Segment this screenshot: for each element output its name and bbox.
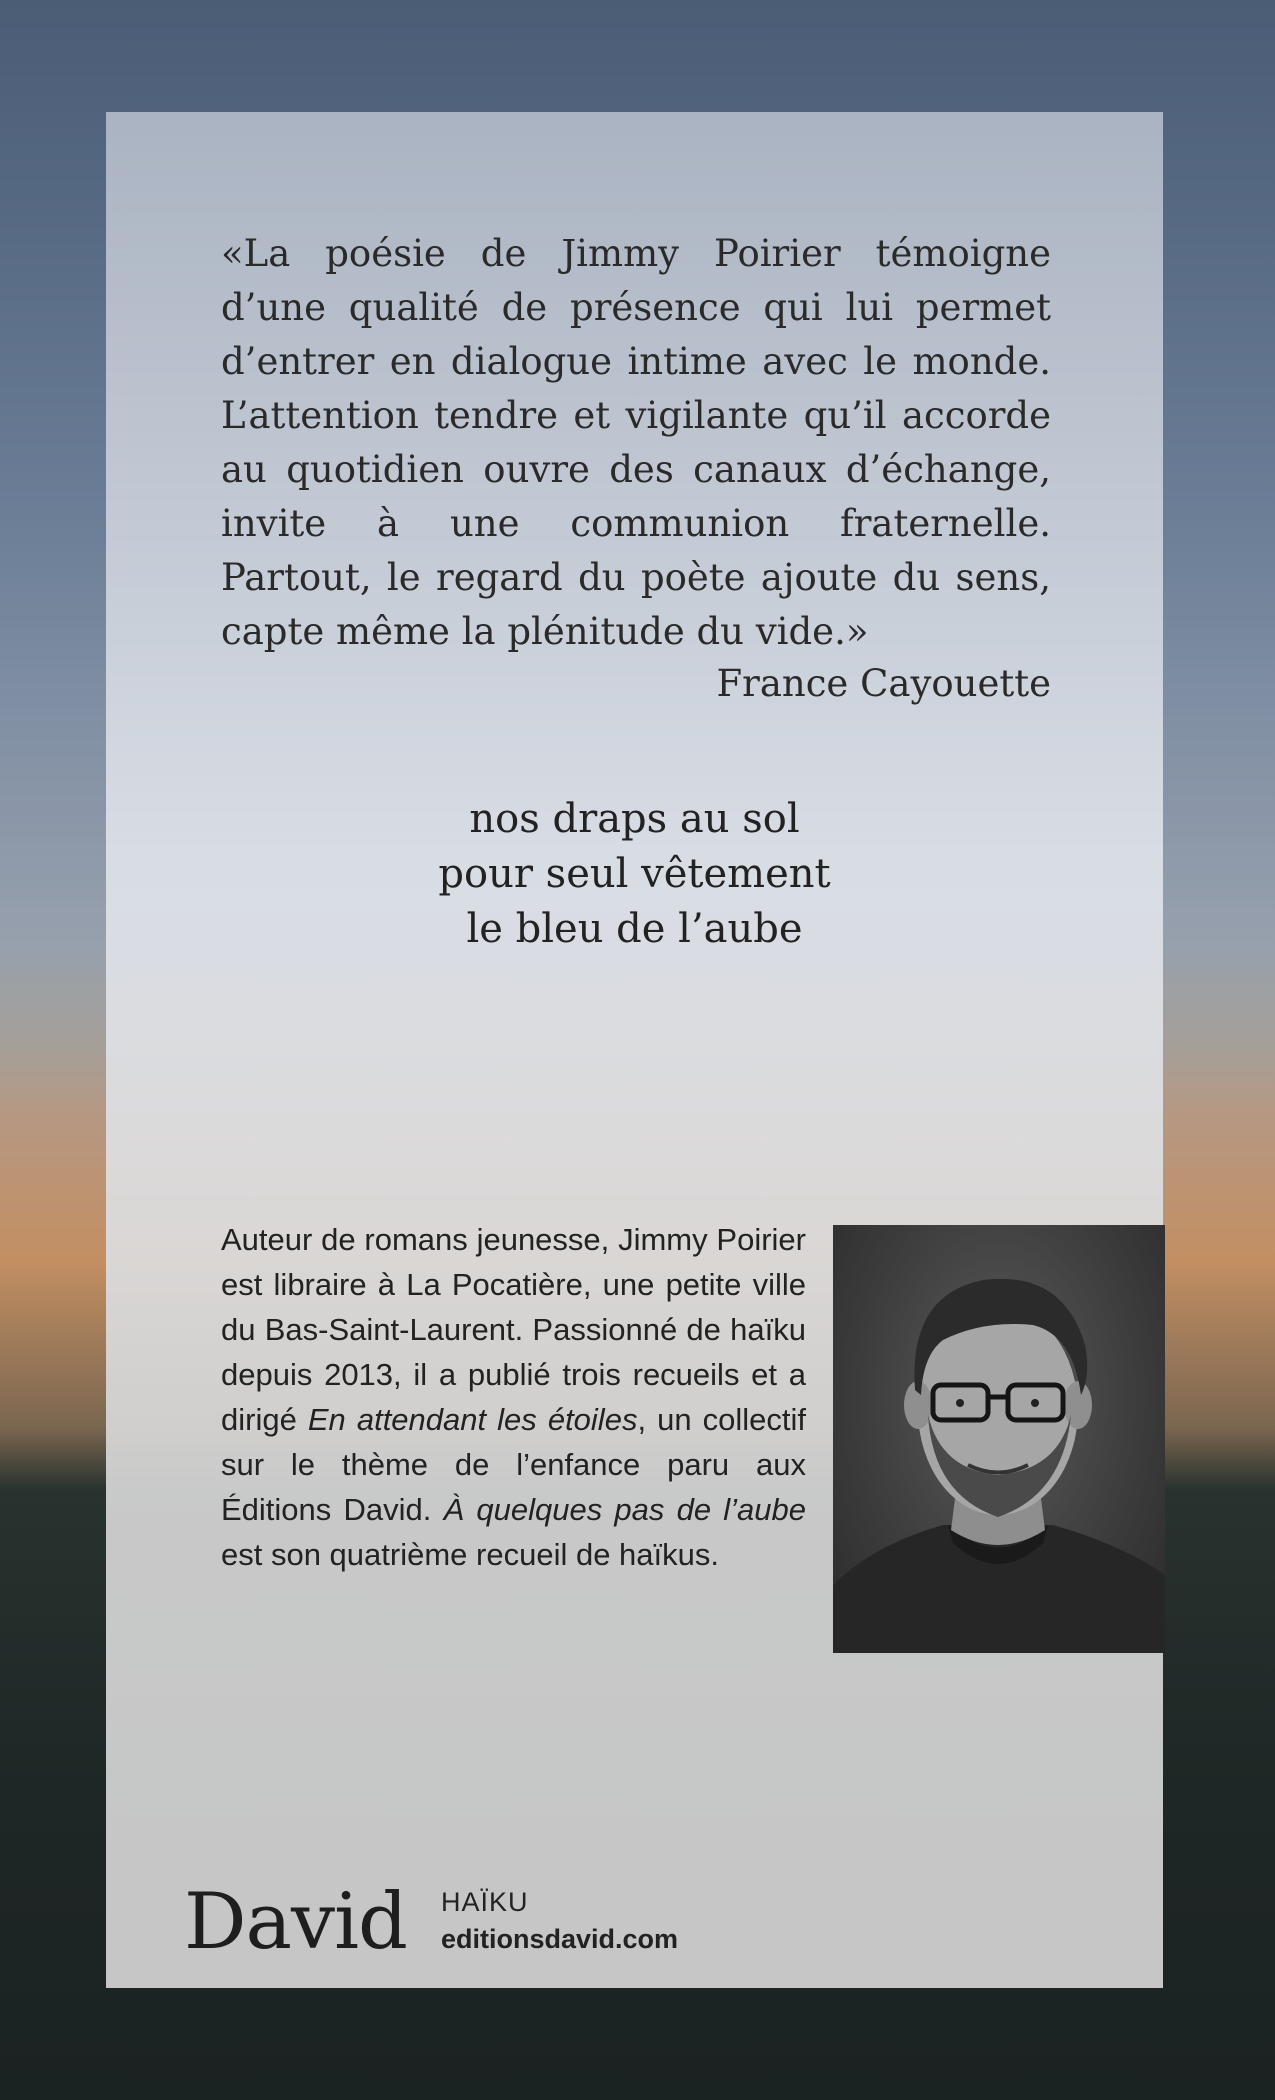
bio-book-title-2: À quelques pas de l’aube [443, 1492, 806, 1527]
bio-text-2: , un collectif sur le thème de l’enfance paru aux Éditions David. [221, 1402, 807, 1527]
back-cover-panel [106, 112, 1163, 1988]
publisher-website: editionsdavid.com [441, 1924, 679, 1954]
publisher-logo: David [184, 1877, 407, 1967]
bio-text-3: est son quatrième recueil de haïkus. [221, 1537, 719, 1572]
haiku-line-1: nos draps au sol [469, 796, 800, 842]
endorsement-quote: «La poésie de Jimmy Poirier témoigne d’une qualité de présence qui lui permet d’entrer en dialogue intime avec le monde. L’attention tendre et vigilante qu’il accorde au quotidien ouvre des canaux d’échange, invite à une communion fraternelle. Partout, le regard du poète ajoute du sens, capte même la plénitude du vide.» [221, 232, 1051, 653]
quote-author: France Cayouette [716, 662, 1051, 705]
series-label: HAÏKU [441, 1887, 529, 1917]
author-photo [833, 1225, 1165, 1653]
haiku-line-2: pour seul vêtement [438, 851, 831, 897]
bio-text-1: Auteur de romans jeunesse, Jimmy Poirier est libraire à La Pocatière, une petite ville du Bas-Saint-Laurent. Passionné de haïku depuis 2013, il a publié trois recueils et a dirigé [221, 1222, 806, 1437]
haiku-line-3: le bleu de l’aube [466, 906, 803, 952]
bio-book-title-1: En attendant les étoiles [307, 1402, 638, 1437]
haiku [106, 792, 1163, 957]
author-bio [221, 1217, 806, 1577]
